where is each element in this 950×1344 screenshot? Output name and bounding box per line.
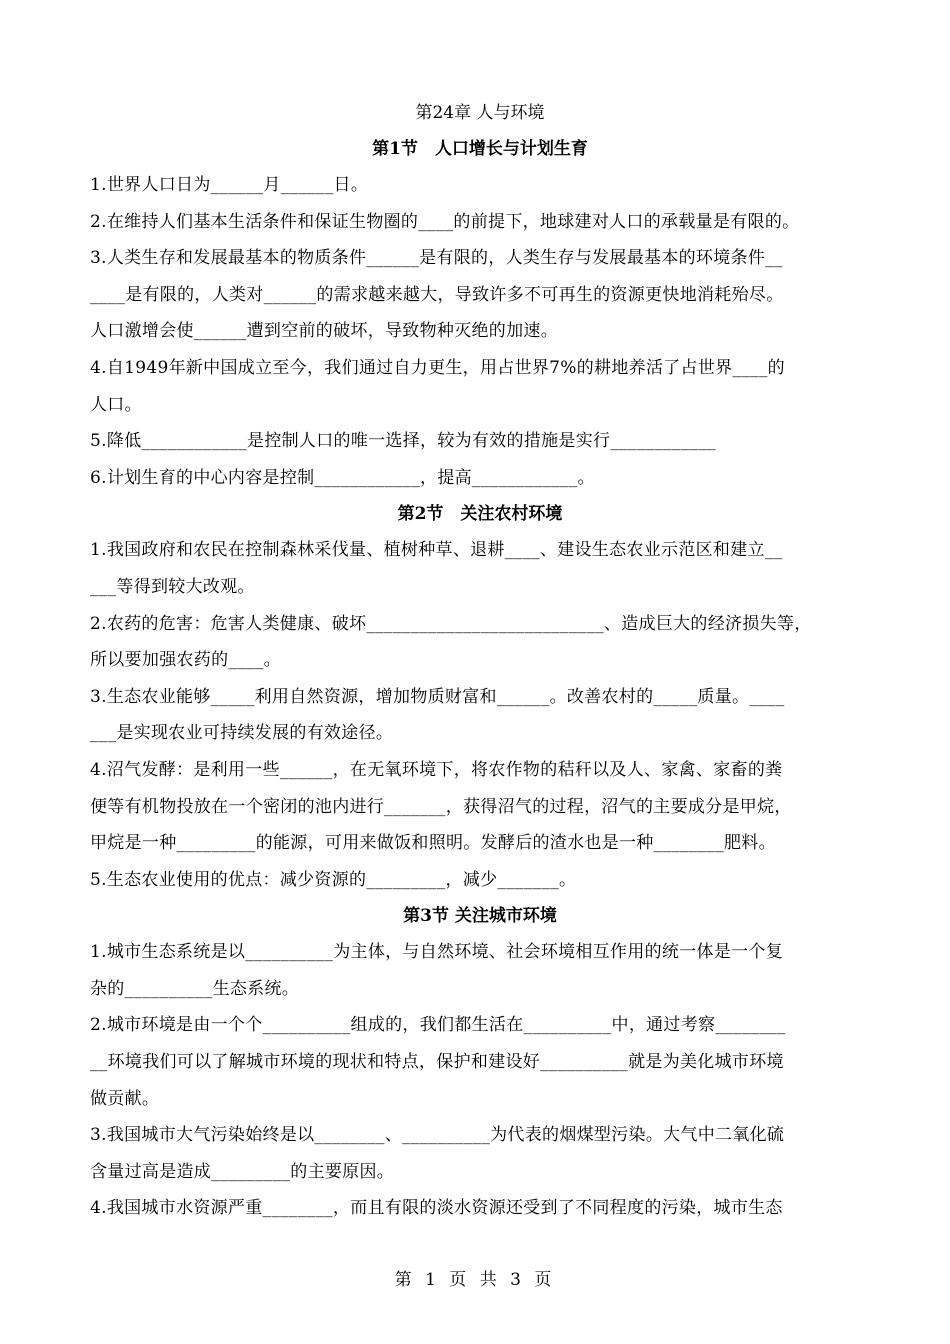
text-line: 杂的__________生态系统。: [90, 978, 300, 999]
text-line: ___等得到较大改观。: [90, 576, 255, 597]
text-line: 5.生态农业使用的优点：减少资源的_________，减少_______。: [90, 869, 577, 890]
text-line: 1.我国政府和农民在控制森林采伐量、植树种草、退耕____、建设生态农业示范区和建立__: [90, 540, 783, 561]
text-line: 4.自1949年新中国成立至今，我们通过自力更生，用占世界7%的耕地养活了占世界____的: [90, 357, 785, 378]
text-line: 含量过高是造成_________的主要原因。: [90, 1161, 395, 1182]
text-line: 4.我国城市水资源严重________，而且有限的淡水资源还受到了不同程度的污染，城市生态: [90, 1198, 783, 1219]
text-line: 便等有机物投放在一个密闭的池内进行_______，获得沼气的过程，沼气的主要成分是甲烷，: [90, 796, 792, 817]
text-line: 6.计划生育的中心内容是控制____________，提高____________。: [90, 467, 595, 488]
text-line: 4.沼气发酵：是利用一些______，在无氧环境下，将农作物的秸秆以及人、家禽、家畜的粪: [90, 759, 783, 780]
text-line: 2.城市环境是由一个个__________组成的，我们都生活在__________中，通过考察________: [90, 1015, 786, 1036]
text-line: 2.农药的危害：危害人类健康、破坏___________________________、造成巨大的经济损失等，: [90, 613, 812, 634]
section-heading: 第2节 关注农村环境: [397, 504, 563, 525]
text-line: 甲烷是一种_________的能源，可用来做饭和照明。发酵后的渣水也是一种________肥料。: [90, 833, 776, 854]
text-line: 所以要加强农药的____。: [90, 650, 281, 671]
text-line: 1.世界人口日为______月______日。: [90, 175, 369, 195]
chapter-title: 第24章 人与环境: [415, 103, 545, 123]
document-page: [90, 95, 870, 1227]
text-line: 3.生态农业能够_____利用自然资源，增加物质财富和______。改善农村的_____质量。____: [90, 686, 785, 707]
text-line: 人口。: [90, 394, 142, 415]
text-line: __环境我们可以了解城市环境的现状和特点，保护和建设好__________就是为美化城市环境: [90, 1052, 784, 1073]
page-footer: 第 1 页 共 3 页: [394, 1270, 556, 1290]
text-line: ____是有限的，人类对______的需求越来越大，导致许多不可再生的资源更快地消耗殆尽。: [90, 284, 784, 305]
text-line: 2.在维持人们基本生活条件和保证生物圈的____的前提下，地球建对人口的承载量是有限的。: [90, 211, 800, 232]
text-line: 1.城市生态系统是以__________为主体，与自然环境、社会环境相互作用的统一体是一个复: [90, 942, 784, 963]
section-heading: 第1节 人口增长与计划生育: [372, 139, 588, 159]
text-line: ___是实现农业可持续发展的有效途径。: [90, 723, 394, 744]
text-line: 3.我国城市大气污染始终是以________、__________为代表的烟煤型污染。大气中二氧化硫: [90, 1125, 785, 1146]
text-line: 做贡献。: [90, 1088, 160, 1109]
text-line: 3.人类生存和发展最基本的物质条件______是有限的，人类生存与发展最基本的环境条件__: [90, 248, 783, 269]
text-line: 5.降低____________是控制人口的唯一选择，较为有效的措施是实行____________: [90, 431, 716, 452]
text-line: 人口激增会使______遭到空前的破坏，导致物种灭绝的加速。: [90, 321, 558, 342]
section-heading: 第3节 关注城市环境: [403, 906, 557, 927]
